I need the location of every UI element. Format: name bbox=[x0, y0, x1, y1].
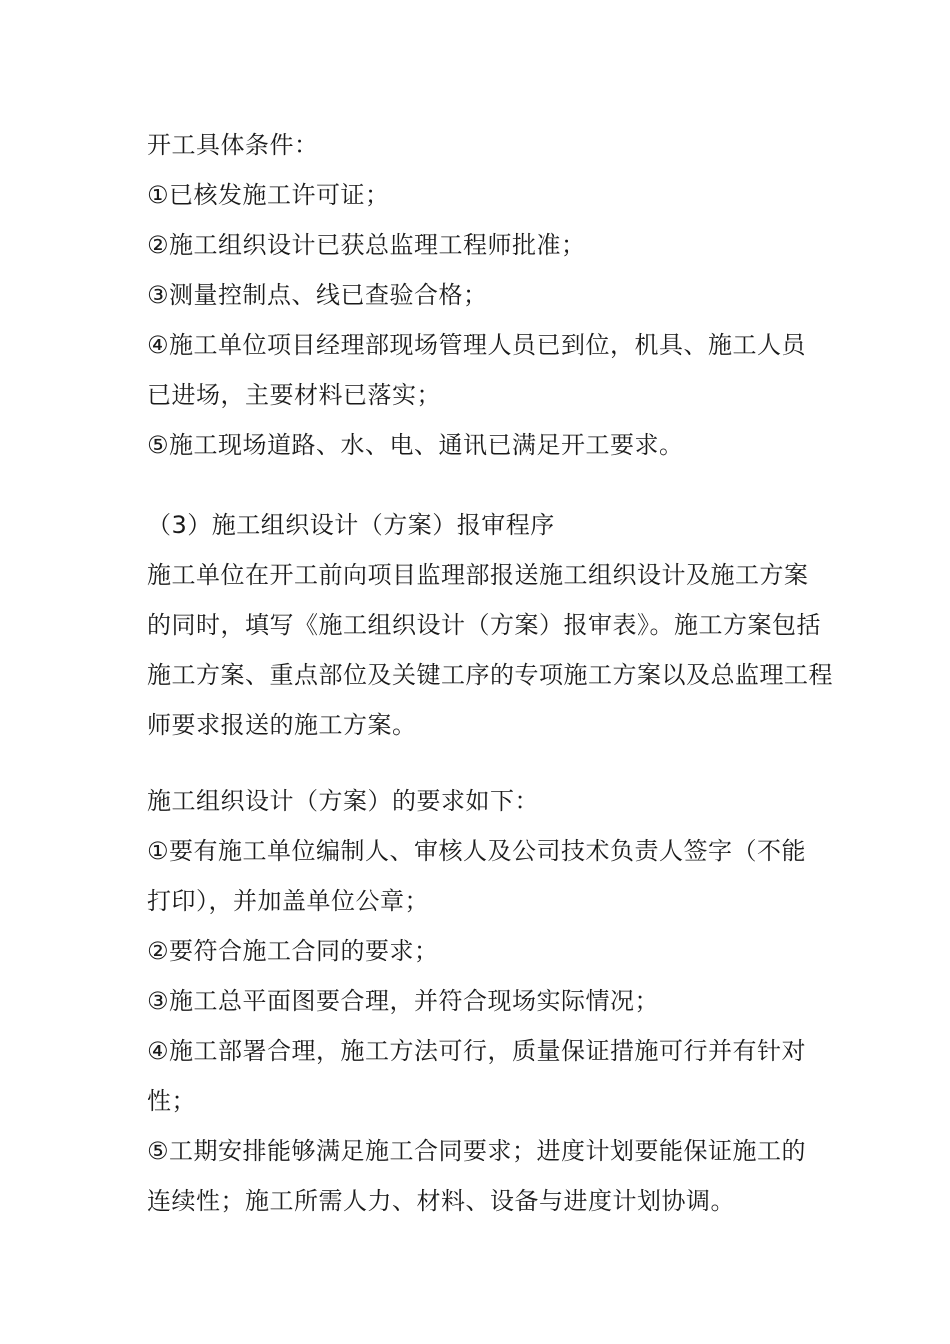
condition-item-4-continued: 已进场，主要材料已落实； bbox=[147, 381, 441, 409]
requirement-item-5-continued: 连续性；施工所需人力、材料、设备与进度计划协调。 bbox=[147, 1187, 735, 1215]
document-body bbox=[147, 120, 833, 1226]
procedure-paragraph-line-4: 师要求报送的施工方案。 bbox=[147, 711, 417, 739]
requirement-item-1-continued: 打印），并加盖单位公章； bbox=[147, 887, 429, 915]
condition-item-2: ②施工组织设计已获总监理工程师批准； bbox=[147, 231, 586, 259]
section-gap bbox=[147, 470, 827, 500]
section3-title: 施工组织设计（方案）的要求如下： bbox=[147, 787, 539, 815]
procedure-paragraph-line-3: 施工方案、重点部位及关键工序的专项施工方案以及总监理工程 bbox=[147, 661, 833, 689]
requirement-item-4: ④施工部署合理，施工方法可行，质量保证措施可行并有针对 bbox=[147, 1037, 807, 1065]
procedure-paragraph-line-2: 的同时，填写《施工组织设计（方案）报审表》。施工方案包括 bbox=[147, 611, 821, 639]
requirement-item-1: ①要有施工单位编制人、审核人及公司技术负责人签字（不能 bbox=[147, 837, 807, 865]
requirement-item-4-continued: 性； bbox=[147, 1087, 196, 1115]
section-gap bbox=[147, 750, 827, 776]
section1-title: 开工具体条件： bbox=[147, 131, 319, 159]
condition-item-1: ①已核发施工许可证； bbox=[147, 181, 390, 209]
requirement-item-2: ②要符合施工合同的要求； bbox=[147, 937, 439, 965]
condition-item-4: ④施工单位项目经理部现场管理人员已到位，机具、施工人员 bbox=[147, 331, 807, 359]
condition-item-3: ③测量控制点、线已查验合格； bbox=[147, 281, 488, 309]
condition-item-5: ⑤施工现场道路、水、电、通讯已满足开工要求。 bbox=[147, 431, 684, 459]
requirement-item-5: ⑤工期安排能够满足施工合同要求；进度计划要能保证施工的 bbox=[147, 1137, 807, 1165]
requirement-item-3: ③施工总平面图要合理，并符合现场实际情况； bbox=[147, 987, 660, 1015]
section2-heading: （3）施工组织设计（方案）报审程序 bbox=[147, 511, 555, 539]
procedure-paragraph-line-1: 施工单位在开工前向项目监理部报送施工组织设计及施工方案 bbox=[147, 561, 809, 589]
